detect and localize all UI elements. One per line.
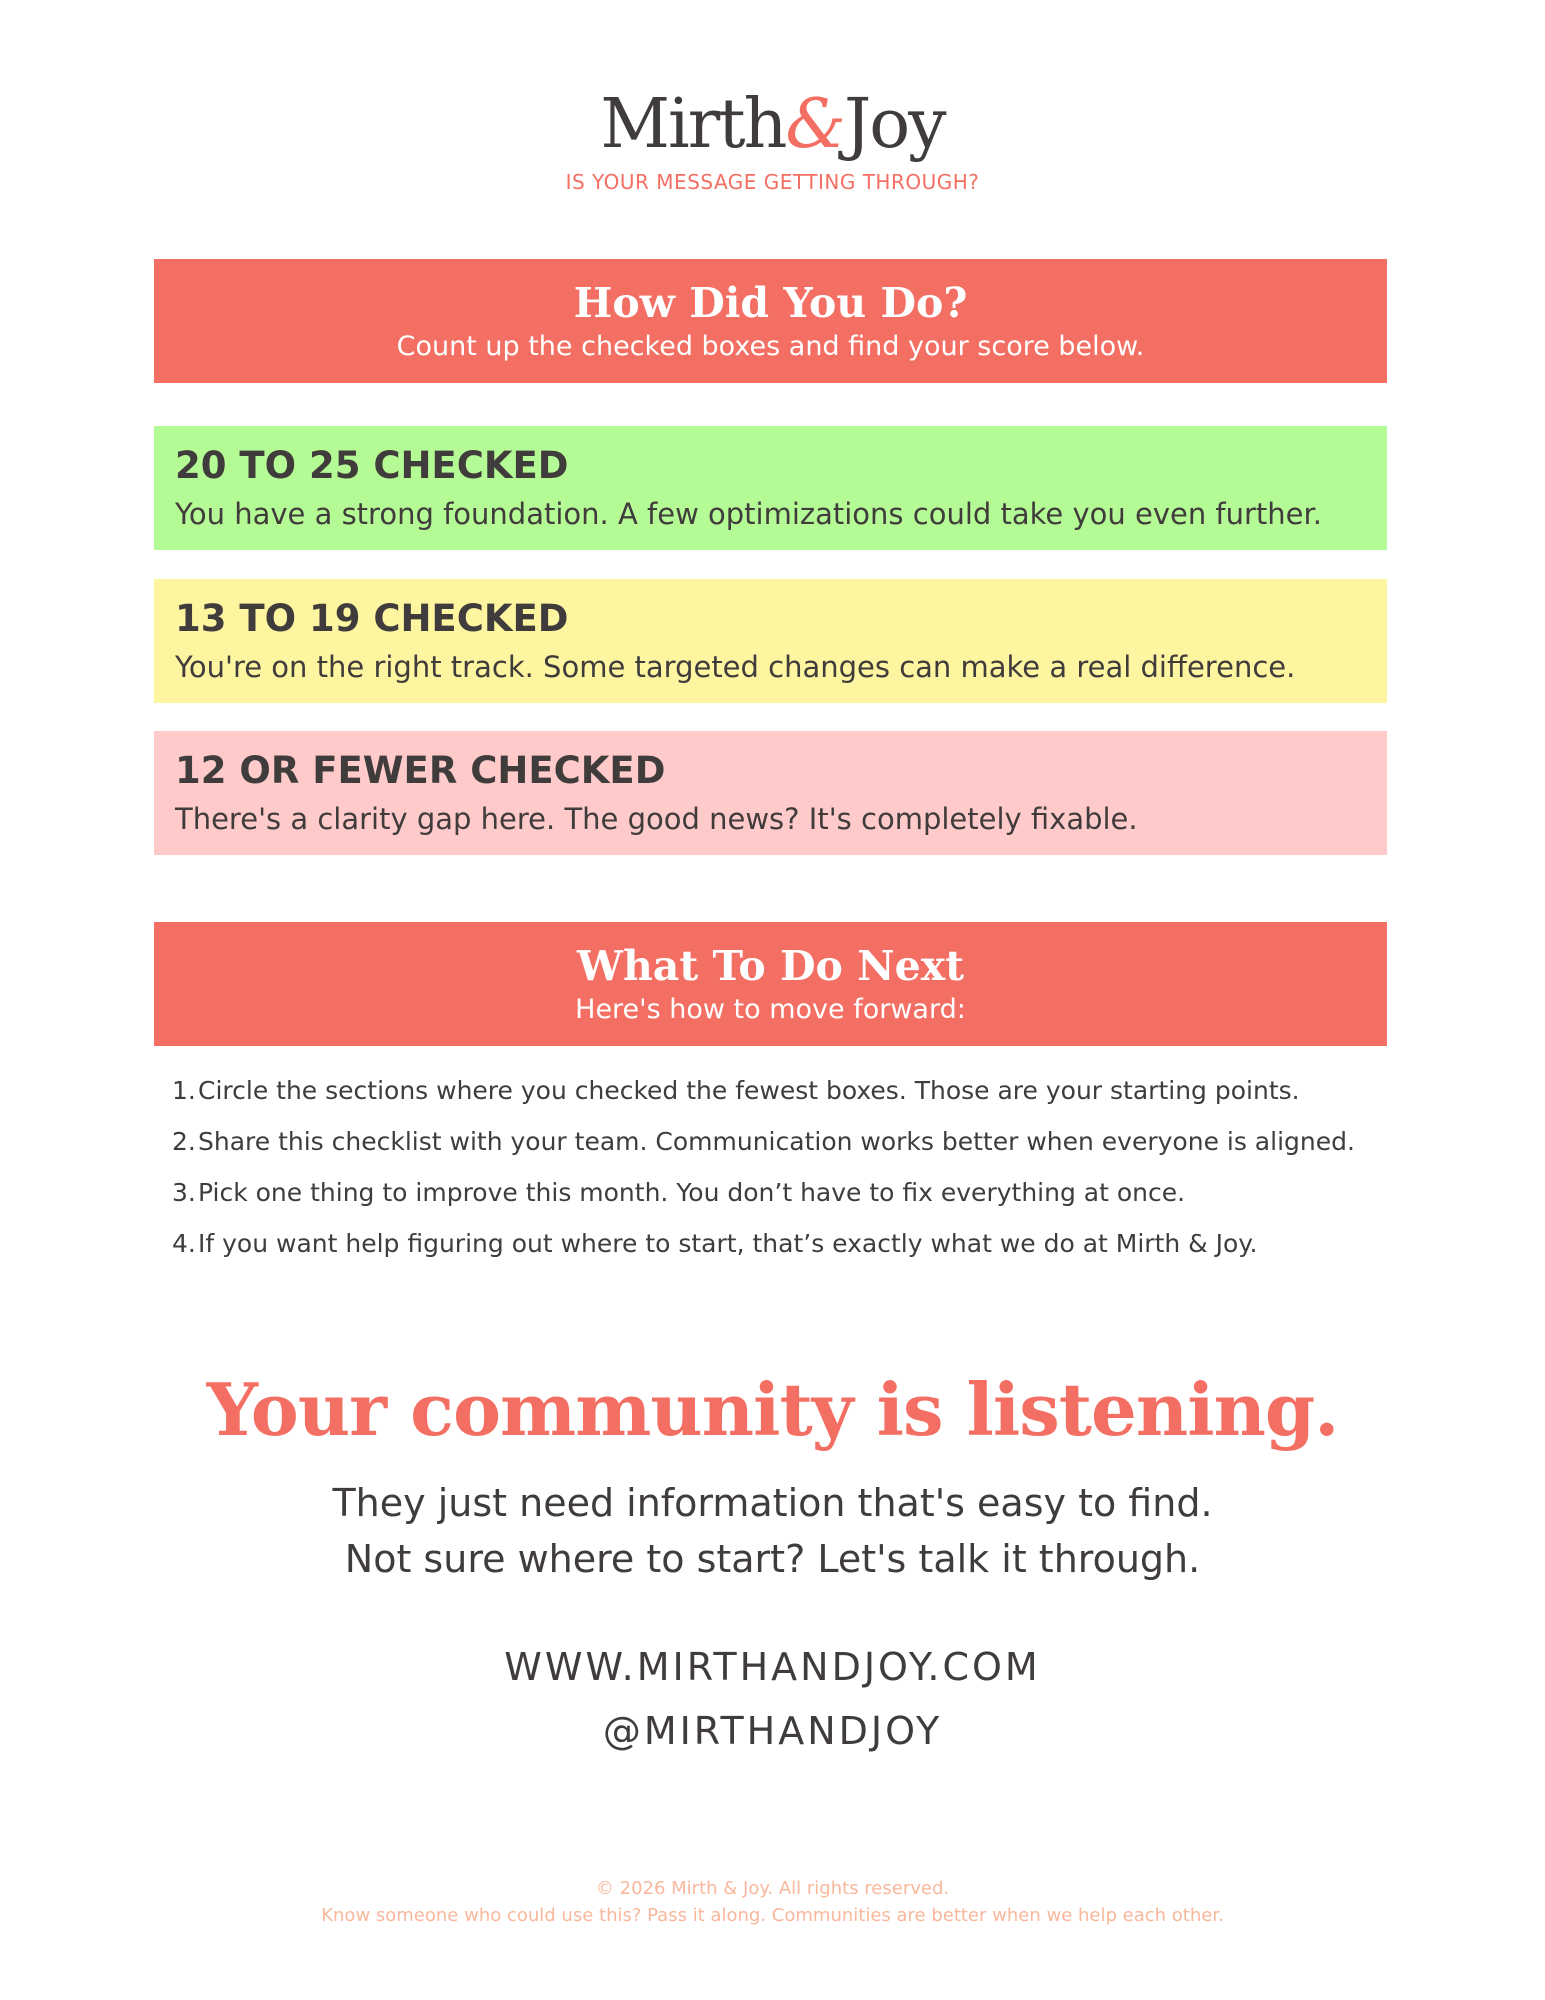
results-subtitle: Count up the checked boxes and find your score below. xyxy=(396,331,1145,362)
score-tier-description: You're on the right track. Some targeted changes can make a real difference. xyxy=(175,650,1296,684)
list-item xyxy=(172,1065,1392,1116)
score-tier-description: There's a clarity gap here. The good news? It's completely fixable. xyxy=(175,802,1138,836)
step-number: 1. xyxy=(172,1076,196,1105)
step-number: 3. xyxy=(172,1178,196,1207)
footer-note: Know someone who could use this? Pass it along. Communities are better when we help each other. xyxy=(321,1905,1224,1926)
list-item xyxy=(172,1218,1392,1269)
logo-word-mirth: Mirth xyxy=(600,85,786,164)
score-tier-high xyxy=(154,426,1387,550)
next-steps-title: What To Do Next xyxy=(576,942,965,990)
next-steps-banner xyxy=(154,922,1387,1046)
results-title: How Did You Do? xyxy=(573,279,968,327)
next-steps-list xyxy=(172,1065,1392,1269)
cta-line-1: They just need information that's easy to find. xyxy=(332,1481,1213,1525)
website-link[interactable]: WWW.MIRTHANDJOY.COM xyxy=(504,1645,1041,1689)
page-header xyxy=(0,80,1545,194)
step-number: 4. xyxy=(172,1229,196,1258)
brand-logo xyxy=(0,80,1545,170)
list-item xyxy=(172,1116,1392,1167)
score-tier-title: 12 OR FEWER CHECKED xyxy=(175,749,666,792)
list-item xyxy=(172,1167,1392,1218)
step-text: Share this checklist with your team. Communication works better when everyone is aligned. xyxy=(198,1127,1355,1156)
contact-info xyxy=(0,1635,1545,1763)
score-tier-title: 13 TO 19 CHECKED xyxy=(175,597,569,640)
tagline: IS YOUR MESSAGE GETTING THROUGH? xyxy=(565,170,980,194)
step-text: Pick one thing to improve this month. You don’t have to fix everything at once. xyxy=(198,1178,1186,1207)
cta-line-2: Not sure where to start? Let's talk it through. xyxy=(344,1537,1201,1581)
step-text: If you want help figuring out where to start, that’s exactly what we do at Mirth & Joy. xyxy=(198,1229,1258,1258)
cta-body xyxy=(0,1475,1545,1587)
score-tier-mid xyxy=(154,579,1387,703)
page-footer xyxy=(0,1875,1545,1929)
score-tier-title: 20 TO 25 CHECKED xyxy=(175,444,569,487)
copyright-text: © 2026 Mirth & Joy. All rights reserved. xyxy=(595,1878,950,1899)
next-steps-subtitle: Here's how to move forward: xyxy=(575,994,966,1025)
step-text: Circle the sections where you checked the fewest boxes. Those are your starting points. xyxy=(198,1076,1300,1105)
logo-word-joy: Joy xyxy=(843,85,945,164)
results-banner xyxy=(154,259,1387,383)
logo-ampersand: & xyxy=(785,85,844,164)
cta-headline: Your community is listening. xyxy=(206,1367,1339,1452)
step-number: 2. xyxy=(172,1127,196,1156)
score-tier-low xyxy=(154,731,1387,855)
social-handle[interactable]: @MIRTHANDJOY xyxy=(602,1709,943,1753)
score-tier-description: You have a strong foundation. A few optimizations could take you even further. xyxy=(175,497,1323,531)
